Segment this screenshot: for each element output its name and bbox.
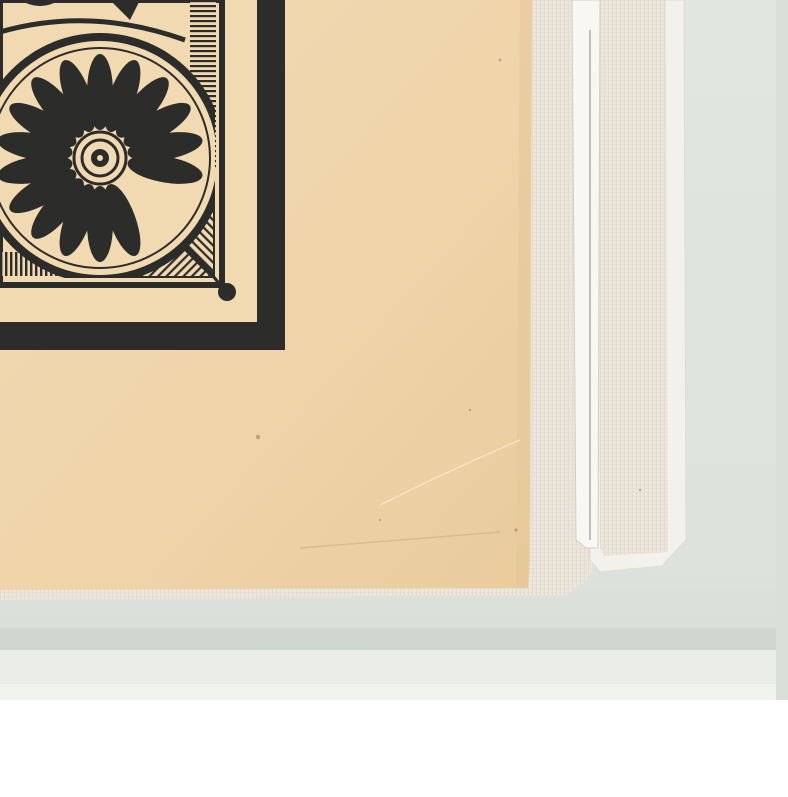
white-sheet-edge bbox=[572, 0, 600, 548]
corner-dot bbox=[218, 283, 236, 301]
glass-edge-highlight bbox=[0, 650, 788, 684]
glass-right-edge bbox=[776, 0, 788, 700]
linen-strip bbox=[598, 0, 668, 556]
glass-edge-line bbox=[0, 684, 788, 700]
glass-shadow-band bbox=[0, 628, 788, 650]
